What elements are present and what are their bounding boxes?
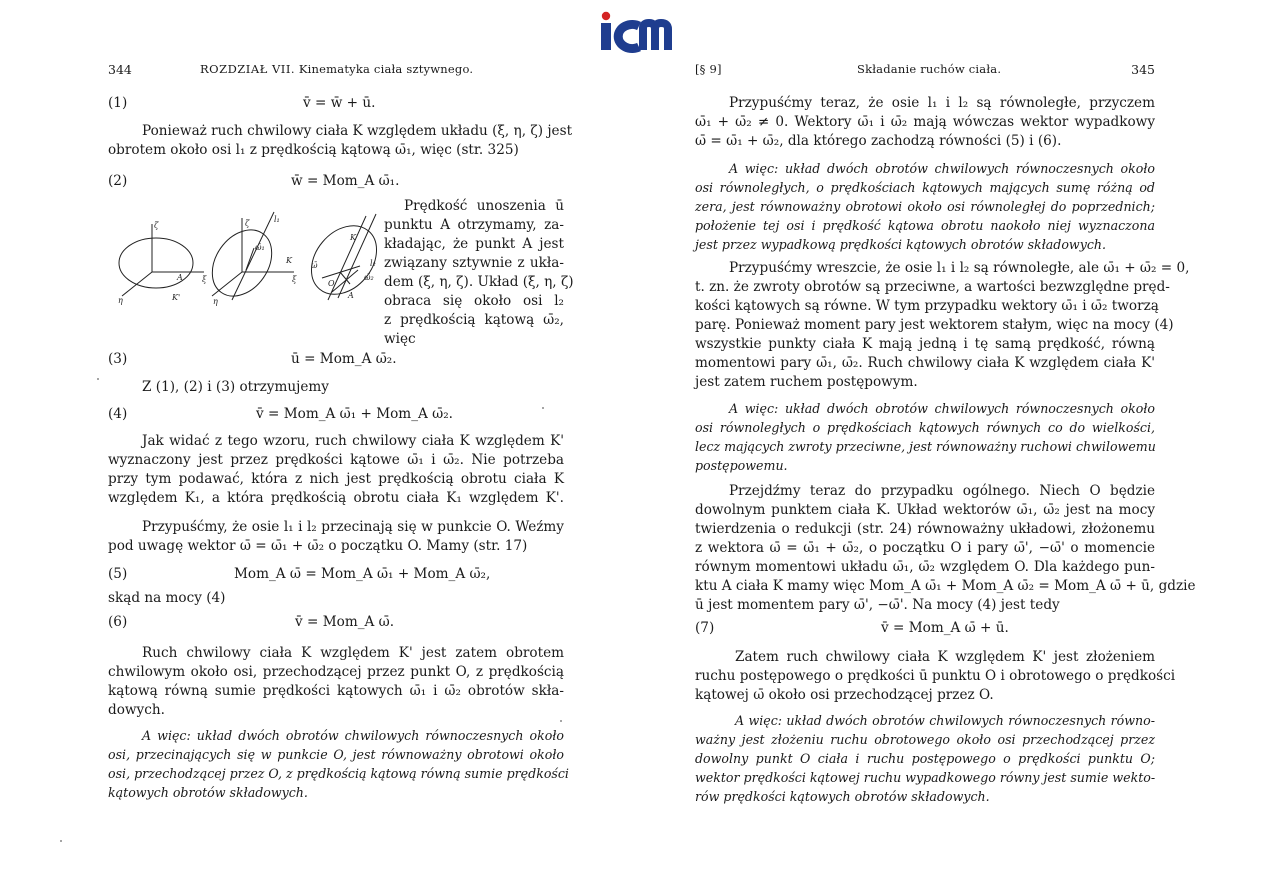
theorem-line: dowolny punkt O ciała i ruchu postępowego o prędkości punktu O; xyxy=(695,751,1155,766)
text-line: pod uwagę wektor ω̄ = ω̄₁ + ω̄₂ o początku O. Mamy (str. 17) xyxy=(108,538,528,554)
left-page-number: 344 xyxy=(108,62,132,77)
text-line: wyznaczony jest przez prędkości kątowe ω̄₁ i ω̄₂. Nie potrzeba xyxy=(108,452,564,468)
theorem-line: A więc: układ dwóch obrotów chwilowych równoczesnych około xyxy=(729,161,1155,176)
text-line: Prędkość unoszenia ū xyxy=(404,198,564,214)
text-line: ktu A ciała K mamy więc Mom_A ω̄₁ + Mom_A ω̄₂ = Mom_A ω̄ + ū, gdzie xyxy=(695,578,1196,594)
right-page-number: 345 xyxy=(1131,62,1155,77)
left-running-header xyxy=(108,58,564,80)
figure-label: A xyxy=(177,273,183,282)
scan-speck xyxy=(560,720,562,722)
text-line: obrotem około osi l₁ z prędkością kątową ω̄₁, więc (str. 325) xyxy=(108,142,519,158)
theorem-line: osi, przechodzącej przez O, z prędkością kątową równą sumie prędkości xyxy=(108,766,569,781)
scan-speck xyxy=(542,407,544,409)
theorem-line: osi, przecinających się w punkcie O, jest równoważny obrotowi około xyxy=(108,747,564,762)
figure-label: ζ xyxy=(245,219,250,228)
text-line: ω̄₁ + ω̄₂ ≠ 0. Wektory ω̄₁ i ω̄₂ mają wówczas wektor wypadkowy xyxy=(695,114,1155,130)
text-line: t. zn. że zwroty obrotów są przeciwne, a wartości bezwzględne pręd- xyxy=(695,279,1170,295)
left-running-head: ROZDZIAŁ VII. Kinematyka ciała sztywnego. xyxy=(200,62,474,76)
figure-label: K xyxy=(350,233,356,242)
figure-label: O xyxy=(328,279,335,288)
right-page: [§ 9] Składanie ruchów ciała. 345 Przypuśćmy teraz, że osie l₁ i l₂ są równoległe, przyczem ω̄₁ + ω̄₂ ≠ 0. Wektory ω̄₁ i ω̄₂ mają wówczas wektor wypadkowy ω̄ = ω̄₁ + ω̄₂, dla którego zachodzą równości (5) i (6). A więc: układ dwóch obrotów chwilowych równoczesnych około osi równoległych, o prędkościach kątowych mających sumę różną od zera, jest równoważny obrotowi około osi równoległej do poprzednich; położenie tej osi i prędkość kątowa obrotu naokoło niej wyznaczona jest przez wypadkową prędkości kątowych obrotów składowych. Przypuśćmy wreszcie, że osie l₁ i l₂ są równoległe, ale ω̄₁ + ω̄₂ = 0, t. zn. że zwroty obrotów są przeciwne, a wartości bezwzględne pręd- kości kątowych są równe. W tym przypadku wektory ω̄₁ i ω̄₂ tworzą parę. Ponieważ moment pary jest wektorem stałym, więc na mocy (4) wszystkie punkty ciała K mają jedną i tę samą prędkość, równą momentowi pary ω̄₁, ω̄₂. Ruch chwilowy ciała K względem ciała K' jest zatem ruchem postępowym. A więc: układ dwóch obrotów chwilowych równoczesnych około osi równoległych o prędkościach kątowych równych co do wielkości, lecz mających zwroty przeciwne, jest równoważny ruchowi chwilowemu postępowemu. Przejdźmy teraz do przypadku ogólnego. Niech O będzie dowolnym punktem ciała K. Układ wektorów ω̄₁, ω̄₂ jest na mocy twierdzenia o redukcji (str. 24) równoważny układowi, złożonemu z wektora ω̄ = ω̄₁ + ω̄₂, o początku O i pary ω̄', −ω̄' o momencie równym momentowi układu ω̄₁, ω̄₂ względem O. Dla każdego pun- ktu A ciała K mamy więc Mom_A ω̄₁ + Mom_A ω̄₂ = Mom_A ω̄ + ū, gdzie ū jest momentem pary ω̄', −ω̄'. Na mocy (4) jest tedy (7) v̄ = Mom_A ω̄ + ū. Zatem ruch chwilowy ciała K względem K' jest złożeniem ruchu postępowego o prędkości ū punktu O i obrotowego o prędkości kątowej ω̄ około osi przechodzącej przez O. A więc: układ dwóch obrotów chwilowych równoczesnych równo- ważny jest złożeniu ruchu obrotowego około osi przechodzącej przez dowolny punkt O ciała i ruchu postępowego o prędkości punktu O; wektor prędkości kątowej ruchu wypadkowego równy jest sumie wekto- rów prędkości kątowych obrotów składowych. xyxy=(695,58,1155,80)
text-line: Ruch chwilowy ciała K względem K' jest zatem obrotem xyxy=(142,645,564,661)
text-line: punktu A otrzymamy, za- xyxy=(384,217,564,233)
theorem-line: jest przez wypadkową prędkości kątowych obrotów składowych. xyxy=(695,237,1106,252)
theorem-line: A więc: układ dwóch obrotów chwilowych równoczesnych równo- xyxy=(735,713,1155,728)
text-line: kątowej ω̄ około osi przechodzącej przez O. xyxy=(695,687,994,703)
text-line: równym momentowi układu ω̄₁, ω̄₂ względem O. Dla każdego pun- xyxy=(695,559,1155,575)
theorem-line: A więc: układ dwóch obrotów chwilowych równoczesnych około xyxy=(729,401,1155,416)
figure-label: ξ xyxy=(292,275,297,284)
text-line: z prędkością kątową ω̄₂, xyxy=(384,312,564,328)
scan-speck xyxy=(60,840,62,842)
text-line: momentowi pary ω̄₁, ω̄₂. Ruch chwilowy ciała K względem ciała K' xyxy=(695,355,1155,371)
text-line: względem K₁, a która prędkością obrotu ciała K₁ względem K'. xyxy=(108,490,564,506)
text-line: dem (ξ, η, ζ). Układ (ξ, η, ζ) xyxy=(384,274,574,290)
text-line: Z (1), (2) i (3) otrzymujemy xyxy=(142,379,329,395)
theorem-line: A więc: układ dwóch obrotów chwilowych równoczesnych około xyxy=(142,728,564,743)
text-line: twierdzenia o redukcji (str. 24) równoważny układowi, złożonemu xyxy=(695,521,1155,537)
text-line: obraca się około osi l₂ xyxy=(384,293,564,309)
theorem-line: osi równoległych o prędkościach kątowych równych co do wielkości, xyxy=(695,420,1155,435)
section-label: [§ 9] xyxy=(695,62,722,76)
text-line: kątową równą sumie prędkości kątowych ω̄₁ i ω̄₂ obrotów skła- xyxy=(108,683,564,699)
theorem-line: wektor prędkości kątowej ruchu wypadkowego równy jest sumie wekto- xyxy=(695,770,1156,785)
text-line: Przypuśćmy wreszcie, że osie l₁ i l₂ są równoległe, ale ω̄₁ + ω̄₂ = 0, xyxy=(729,260,1190,276)
text-line: kości kątowych są równe. W tym przypadku wektory ω̄₁ i ω̄₂ tworzą xyxy=(695,298,1159,314)
theorem-line: rów prędkości kątowych obrotów składowych. xyxy=(695,789,990,804)
text-line: Zatem ruch chwilowy ciała K względem K' jest złożeniem xyxy=(735,649,1155,665)
text-line: Ponieważ ruch chwilowy ciała K względem układu (ξ, η, ζ) jest xyxy=(142,123,573,139)
figure-label: ζ xyxy=(154,221,159,230)
text-line: dowych. xyxy=(108,702,165,718)
figure-label: ξ xyxy=(202,275,207,284)
text-line: kładając, że punkt A jest xyxy=(384,236,564,252)
figure-label: l₂ xyxy=(370,259,376,268)
text-line: przy tym podawać, która z nich jest prędkością obrotu ciała K xyxy=(108,471,564,487)
right-running-header xyxy=(695,58,1155,80)
theorem-line: postępowemu. xyxy=(695,458,788,473)
icm-logo xyxy=(597,10,677,54)
text-line: więc xyxy=(384,331,416,347)
figure-label: ω̄₂ xyxy=(364,273,374,282)
text-line: z wektora ω̄ = ω̄₁ + ω̄₂, o początku O i pary ω̄', −ω̄' o momencie xyxy=(695,540,1155,556)
text-line: Przejdźmy teraz do przypadku ogólnego. Niech O będzie xyxy=(729,483,1155,499)
theorem-line: zera, jest równoważny obrotowi około osi równoległej do poprzednich; xyxy=(695,199,1155,214)
theorem-line: osi równoległych, o prędkościach kątowych mających sumę różną od xyxy=(695,180,1155,195)
figure-label: ω̄ xyxy=(311,261,318,270)
text-line: ω̄ = ω̄₁ + ω̄₂, dla którego zachodzą równości (5) i (6). xyxy=(695,133,1062,149)
right-running-head: Składanie ruchów ciała. xyxy=(857,62,1002,76)
text-line: ū jest momentem pary ω̄', −ω̄'. Na mocy (4) jest tedy xyxy=(695,597,1060,613)
text-line: skąd na mocy (4) xyxy=(108,590,226,606)
figure-label: l₁ xyxy=(274,215,280,224)
figure-label: K xyxy=(286,256,292,265)
theorem-line: lecz mających zwroty przeciwne, jest równoważny ruchowi chwilowemu xyxy=(695,439,1156,454)
text-line: jest zatem ruchem postępowym. xyxy=(695,374,918,390)
text-line: związany sztywnie z ukła- xyxy=(384,255,564,271)
text-line: wszystkie punkty ciała K mają jedną i tę samą prędkość, równą xyxy=(695,336,1155,352)
text-line: Przypuśćmy, że osie l₁ i l₂ przecinają się w punkcie O. Weźmy xyxy=(142,519,564,535)
theorem-line: położenie tej osi i prędkość kątowa obrotu naokoło niej wyznaczona xyxy=(695,218,1155,233)
theorem-line: kątowych obrotów składowych. xyxy=(108,785,308,800)
figure-label: η xyxy=(213,297,218,306)
text-line: dowolnym punktem ciała K. Układ wektorów ω̄₁, ω̄₂ jest na mocy xyxy=(695,502,1155,518)
figure-sketch-1 xyxy=(119,224,204,296)
figure-label: η xyxy=(118,296,123,305)
figure-label: ω̄₁ xyxy=(255,243,265,252)
text-line: chwilowym około osi, przechodzącej przez punkt O, z prędkością xyxy=(108,664,564,680)
text-line: ruchu postępowego o prędkości ū punktu O i obrotowego o prędkości xyxy=(695,668,1176,684)
scan-speck xyxy=(97,378,99,380)
left-page: 344 ROZDZIAŁ VII. Kinematyka ciała sztywnego. (1) v̄ = w̄ + ū. Ponieważ ruch chwilowy ciała K względem układu (ξ, η, ζ) jest obrotem około osi l₁ z prędkością kątową ω̄₁, więc (str. 325) (2) w̄ = Mom_A ω̄₁. Prędkość unoszenia ū punktu A otrzymamy, za- kładając, że punkt A jest związany sztywnie z ukła- dem (ξ, η, ζ). Układ (ξ, η, ζ) obraca się około osi l₂ z prędkością kątową ω̄₂, więc ζ ξ η K' A ζ l₁ ω̄₁ K ξ η K l₂ ω̄ ω̄₂ O A (3) ū = Mom_A ω̄₂. Z (1), (2) i (3) otrzymujemy (4) v̄ = Mom_A ω̄₁ + Mom_A ω̄₂. Jak widać z tego wzoru, ruch chwilowy ciała K względem K' wyznaczony jest przez prędkości kątowe ω̄₁ i ω̄₂. Nie potrzeba przy tym podawać, która z nich jest prędkością obrotu ciała K względem K₁, a która prędkością obrotu ciała K₁ względem K'. Przypuśćmy, że osie l₁ i l₂ przecinają się w punkcie O. Weźmy pod uwagę wektor ω̄ = ω̄₁ + ω̄₂ o początku O. Mamy (str. 17) (5) Mom_A ω̄ = Mom_A ω̄₁ + Mom_A ω̄₂, skąd na mocy (4) (6) v̄ = Mom_A ω̄. Ruch chwilowy ciała K względem K' jest zatem obrotem chwilowym około osi, przechodzącej przez punkt O, z prędkością kątową równą sumie prędkości kątowych ω̄₁ i ω̄₂ obrotów skła- dowych. A więc: układ dwóch obrotów chwilowych równoczesnych około osi, przecinających się w punkcie O, jest równoważny obrotowi około osi, przechodzącej przez O, z prędkością kątową równą sumie prędkości kątowych obrotów składowych. xyxy=(108,58,564,80)
figure-three-rotations xyxy=(114,208,384,318)
figure-label: A xyxy=(348,291,354,300)
text-line: Przypuśćmy teraz, że osie l₁ i l₂ są równoległe, przyczem xyxy=(729,95,1155,111)
theorem-line: ważny jest złożeniu ruchu obrotowego około osi przechodzącej przez xyxy=(695,732,1155,747)
figure-label: K' xyxy=(172,293,181,302)
text-line: parę. Ponieważ moment pary jest wektorem stałym, więc na mocy (4) xyxy=(695,317,1174,333)
text-line: Jak widać z tego wzoru, ruch chwilowy ciała K względem K' xyxy=(142,433,564,449)
